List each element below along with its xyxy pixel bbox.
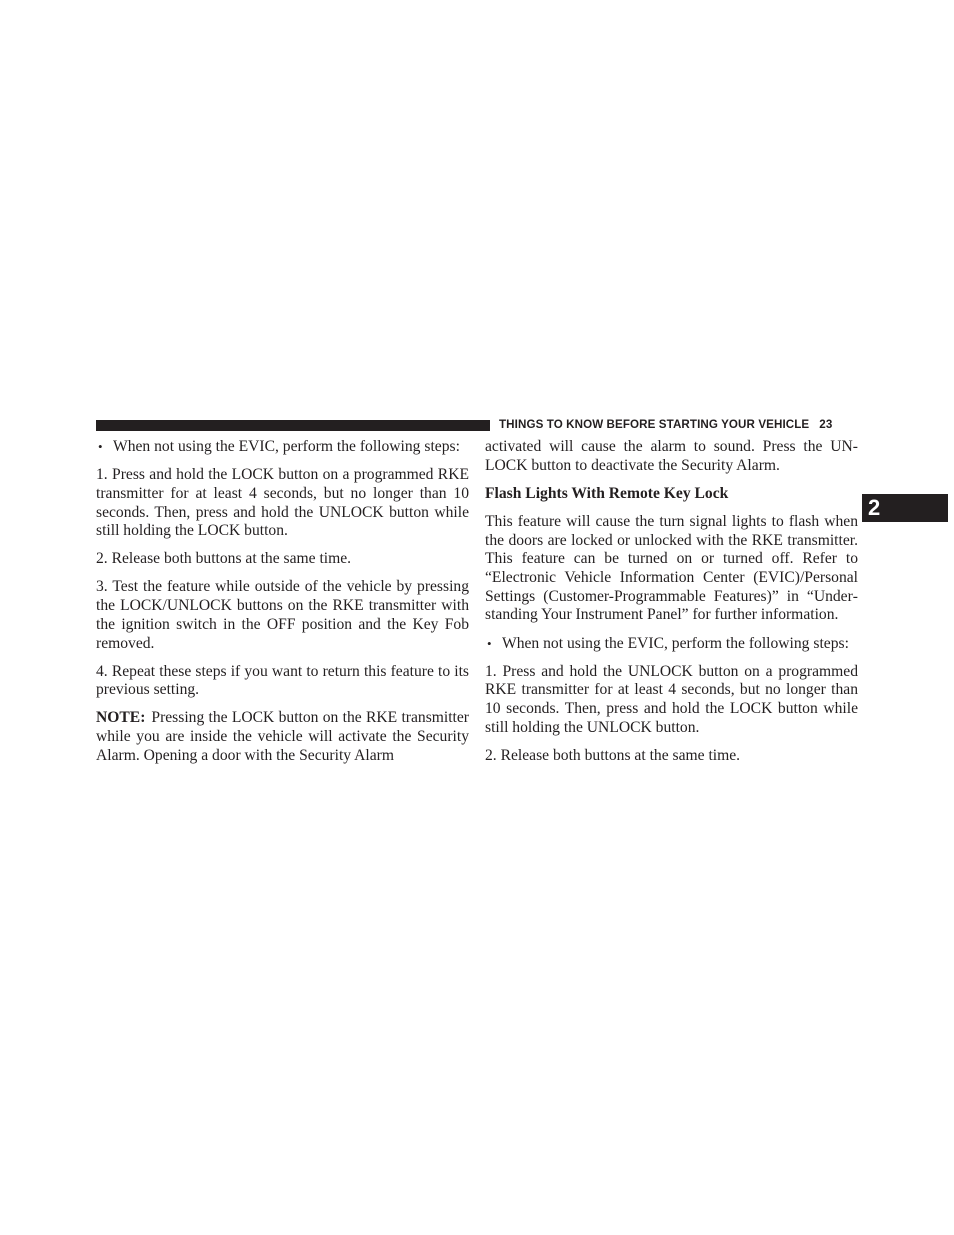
note-label: NOTE: [96,709,146,727]
step-2: 2. Release both buttons at the same time. [485,746,741,764]
header-rule [96,420,490,431]
step-4: 4. Repeat these steps if you want to return this feature to its previous setting. [96,662,469,699]
running-header [499,417,859,433]
left-column [96,438,469,766]
section-title: THINGS TO KNOW BEFORE STARTING YOUR VEHICLE [499,418,810,431]
step-2: 2. Release both buttons at the same time. [96,550,352,568]
bullet-text: When not using the EVIC, perform the following steps: [502,634,849,652]
section-heading: Flash Lights With Remote Key Lock [485,484,729,502]
note-text: Pressing the LOCK button on the RKE transmitter while you are inside the vehicle will activate the Security Alarm. Opening a door with the Security Alarm [96,709,469,764]
bullet-icon: • [98,439,103,454]
flash-lights-body: This feature will cause the turn signal lights to flash when the doors are locked or unlocked with the RKE transmitter. This feature can be turned on or turned off. Refer to “Electronic Vehicle Information Center (EVIC)/Personal Settings (Customer-Programmable Features)” in “Understanding Your Instrument Panel” for further information. [485,512,858,624]
note-paragraph [96,709,469,765]
step-1: 1. Press and hold the UNLOCK button on a programmed RKE transmitter for at least 4 seconds, but no longer than 10 seconds. Then, press and hold the LOCK button while still holding the UNLOCK button. [485,662,858,736]
page-number: 23 [819,418,833,431]
step-3: 3. Test the feature while outside of the vehicle by pressing the LOCK/UNLOCK buttons on the RKE transmitter with the ignition switch in the OFF position and the Key Fob removed. [96,578,469,652]
right-column [485,438,858,775]
note-continued: activated will cause the alarm to sound. Press the UNLOCK button to deactivate the Security Alarm. [485,438,858,474]
chapter-tab [862,494,948,522]
bullet-item [96,438,469,457]
step-1: 1. Press and hold the LOCK button on a programmed RKE transmitter for at least 4 seconds, but no longer than 10 seconds. Then, press and hold the UNLOCK button while still holding the LOCK button. [96,466,469,540]
chapter-number: 2 [868,495,881,520]
bullet-item [485,635,858,654]
bullet-text: When not using the EVIC, perform the following steps: [113,438,460,455]
bullet-icon: • [487,635,492,651]
